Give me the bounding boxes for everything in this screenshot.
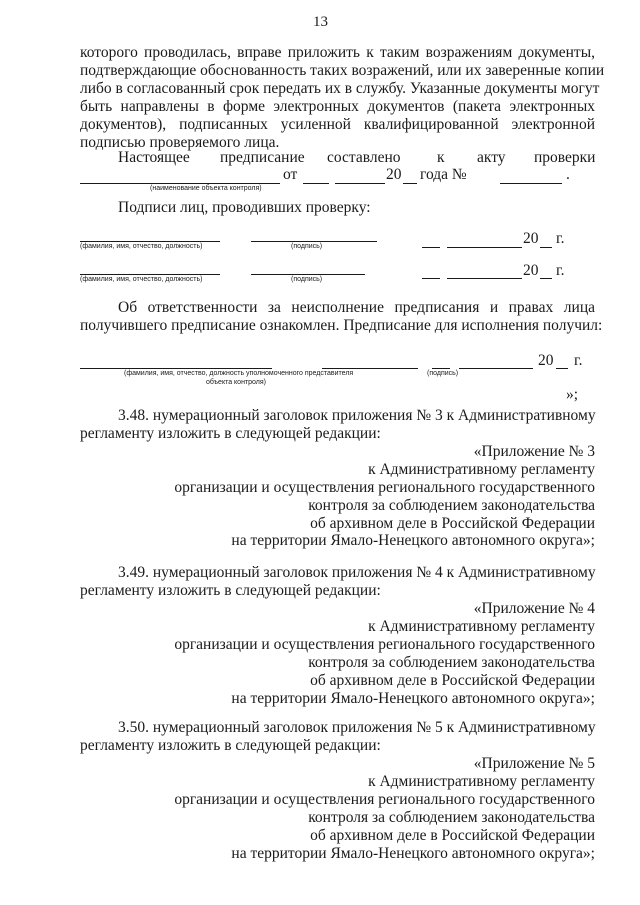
sign-month-blank bbox=[447, 278, 522, 279]
recipient-year-suffix: г. bbox=[574, 352, 583, 369]
appendix-line: контроля за соблюдением законодательства bbox=[308, 809, 595, 826]
signer-name-line bbox=[80, 274, 220, 275]
signer-name-line bbox=[80, 241, 220, 242]
year-blank bbox=[403, 183, 417, 184]
intro-line: документов), подписанных усиленной квалифицированной электронной bbox=[80, 116, 595, 133]
prescription-word: составлено bbox=[327, 149, 401, 166]
page-number: 13 bbox=[313, 14, 328, 30]
appendix-line: на территории Ямало-Ненецкого автономного округа»; bbox=[231, 845, 595, 862]
sign-year-suffix: г. bbox=[556, 230, 565, 247]
sign-year-suffix: г. bbox=[556, 262, 565, 279]
signer-sign-caption: (подпись) bbox=[291, 276, 323, 283]
recipient-month-blank bbox=[459, 368, 533, 369]
prescription-word: проверки bbox=[534, 149, 596, 166]
sign-day-blank bbox=[422, 247, 440, 248]
appendix-line: контроля за соблюдением законодательства bbox=[308, 497, 595, 514]
appendix-line: об архивном деле в Российской Федерации bbox=[310, 827, 595, 844]
prescription-word: Настоящее bbox=[118, 149, 190, 166]
appendix-title: «Приложение № 3 bbox=[473, 443, 595, 460]
prescription-word: к bbox=[437, 149, 445, 166]
signer-sign-line bbox=[251, 241, 377, 242]
object-caption: (наименование объекта контроля) bbox=[150, 185, 262, 192]
closing-quote: »; bbox=[566, 386, 579, 403]
intro-last-line: подписью проверяемого лица. bbox=[80, 134, 280, 151]
recipient-name-caption: (фамилия, имя, отчество, должность уполномоченного представителя bbox=[124, 370, 354, 377]
appendix-line: к Административному регламенту bbox=[368, 618, 595, 635]
from-label: от bbox=[283, 166, 298, 183]
appendix-line: на территории Ямало-Ненецкого автономного округа»; bbox=[231, 690, 595, 707]
appendix-line: на территории Ямало-Ненецкого автономного округа»; bbox=[231, 532, 595, 549]
appendix-line: об архивном деле в Российской Федерации bbox=[310, 515, 595, 532]
section-heading-line: 3.50. нумерационный заголовок приложения № 5 к Административному bbox=[118, 719, 596, 736]
appendix-line: организации и осуществления регионального государственного bbox=[174, 479, 595, 496]
object-name-blank bbox=[80, 183, 280, 184]
sign-year: 20 bbox=[523, 230, 539, 247]
sign-year-blank bbox=[540, 278, 552, 279]
appendix-line: контроля за соблюдением законодательства bbox=[308, 654, 595, 671]
intro-line: подтверждающие обоснованность таких возражений, или их заверенные копии bbox=[80, 62, 605, 79]
section-heading-line: регламенту изложить в следующей редакции: bbox=[80, 425, 381, 442]
recipient-sign-caption: (подпись) bbox=[427, 370, 459, 377]
section-heading-line: регламенту изложить в следующей редакции: bbox=[80, 737, 381, 754]
appendix-line: к Административному регламенту bbox=[368, 773, 595, 790]
signer-sign-line bbox=[251, 274, 365, 275]
intro-line: либо в согласованный срок передать их в службу. Указанные документы могут bbox=[80, 80, 600, 97]
sign-month-blank bbox=[447, 247, 522, 248]
year-label: года № bbox=[420, 166, 467, 183]
month-blank bbox=[335, 183, 385, 184]
signer-name-caption: (фамилия, имя, отчество, должность) bbox=[80, 276, 203, 283]
recipient-year: 20 bbox=[538, 352, 554, 369]
end-dot: . bbox=[566, 166, 570, 183]
appendix-title: «Приложение № 4 bbox=[473, 600, 595, 617]
day-blank bbox=[303, 183, 329, 184]
appendix-line: к Административному регламенту bbox=[368, 461, 595, 478]
section-heading-line: 3.48. нумерационный заголовок приложения № 3 к Административному bbox=[118, 407, 596, 424]
prescription-word: акту bbox=[477, 149, 506, 166]
section-heading-line: 3.49. нумерационный заголовок приложения № 4 к Административному bbox=[118, 564, 596, 581]
prescription-word: предписание bbox=[220, 149, 305, 166]
recipient-year-blank bbox=[556, 368, 568, 369]
signer-sign-caption: (подпись) bbox=[291, 243, 323, 250]
signatures-heading: Подписи лиц, проводивших проверку: bbox=[118, 199, 371, 216]
appendix-line: об архивном деле в Российской Федерации bbox=[310, 672, 595, 689]
year-prefix: 20 bbox=[386, 166, 402, 183]
recipient-name-line bbox=[80, 368, 272, 369]
section-heading-line: регламенту изложить в следующей редакции: bbox=[80, 582, 381, 599]
intro-line: которого проводилась, вправе приложить к таким возражениям документы, bbox=[80, 44, 595, 61]
appendix-line: организации и осуществления регионального государственного bbox=[174, 791, 595, 808]
responsibility-line: Об ответственности за неисполнение предписания и правах лица bbox=[118, 299, 595, 316]
appendix-title: «Приложение № 5 bbox=[473, 755, 595, 772]
recipient-name-caption-2: объекта контроля) bbox=[206, 379, 266, 386]
recipient-day-blank bbox=[432, 368, 450, 369]
act-number-blank bbox=[500, 183, 562, 184]
appendix-line: организации и осуществления регионального государственного bbox=[174, 636, 595, 653]
sign-day-blank bbox=[422, 278, 440, 279]
sign-year: 20 bbox=[523, 262, 539, 279]
sign-year-blank bbox=[540, 247, 552, 248]
signer-name-caption: (фамилия, имя, отчество, должность) bbox=[80, 243, 203, 250]
responsibility-line: получившего предписание ознакомлен. Предписание для исполнения получил: bbox=[80, 317, 603, 334]
intro-line: быть направлены в форме электронных документов (пакета электронных bbox=[80, 98, 595, 115]
recipient-sign-line bbox=[322, 368, 418, 369]
